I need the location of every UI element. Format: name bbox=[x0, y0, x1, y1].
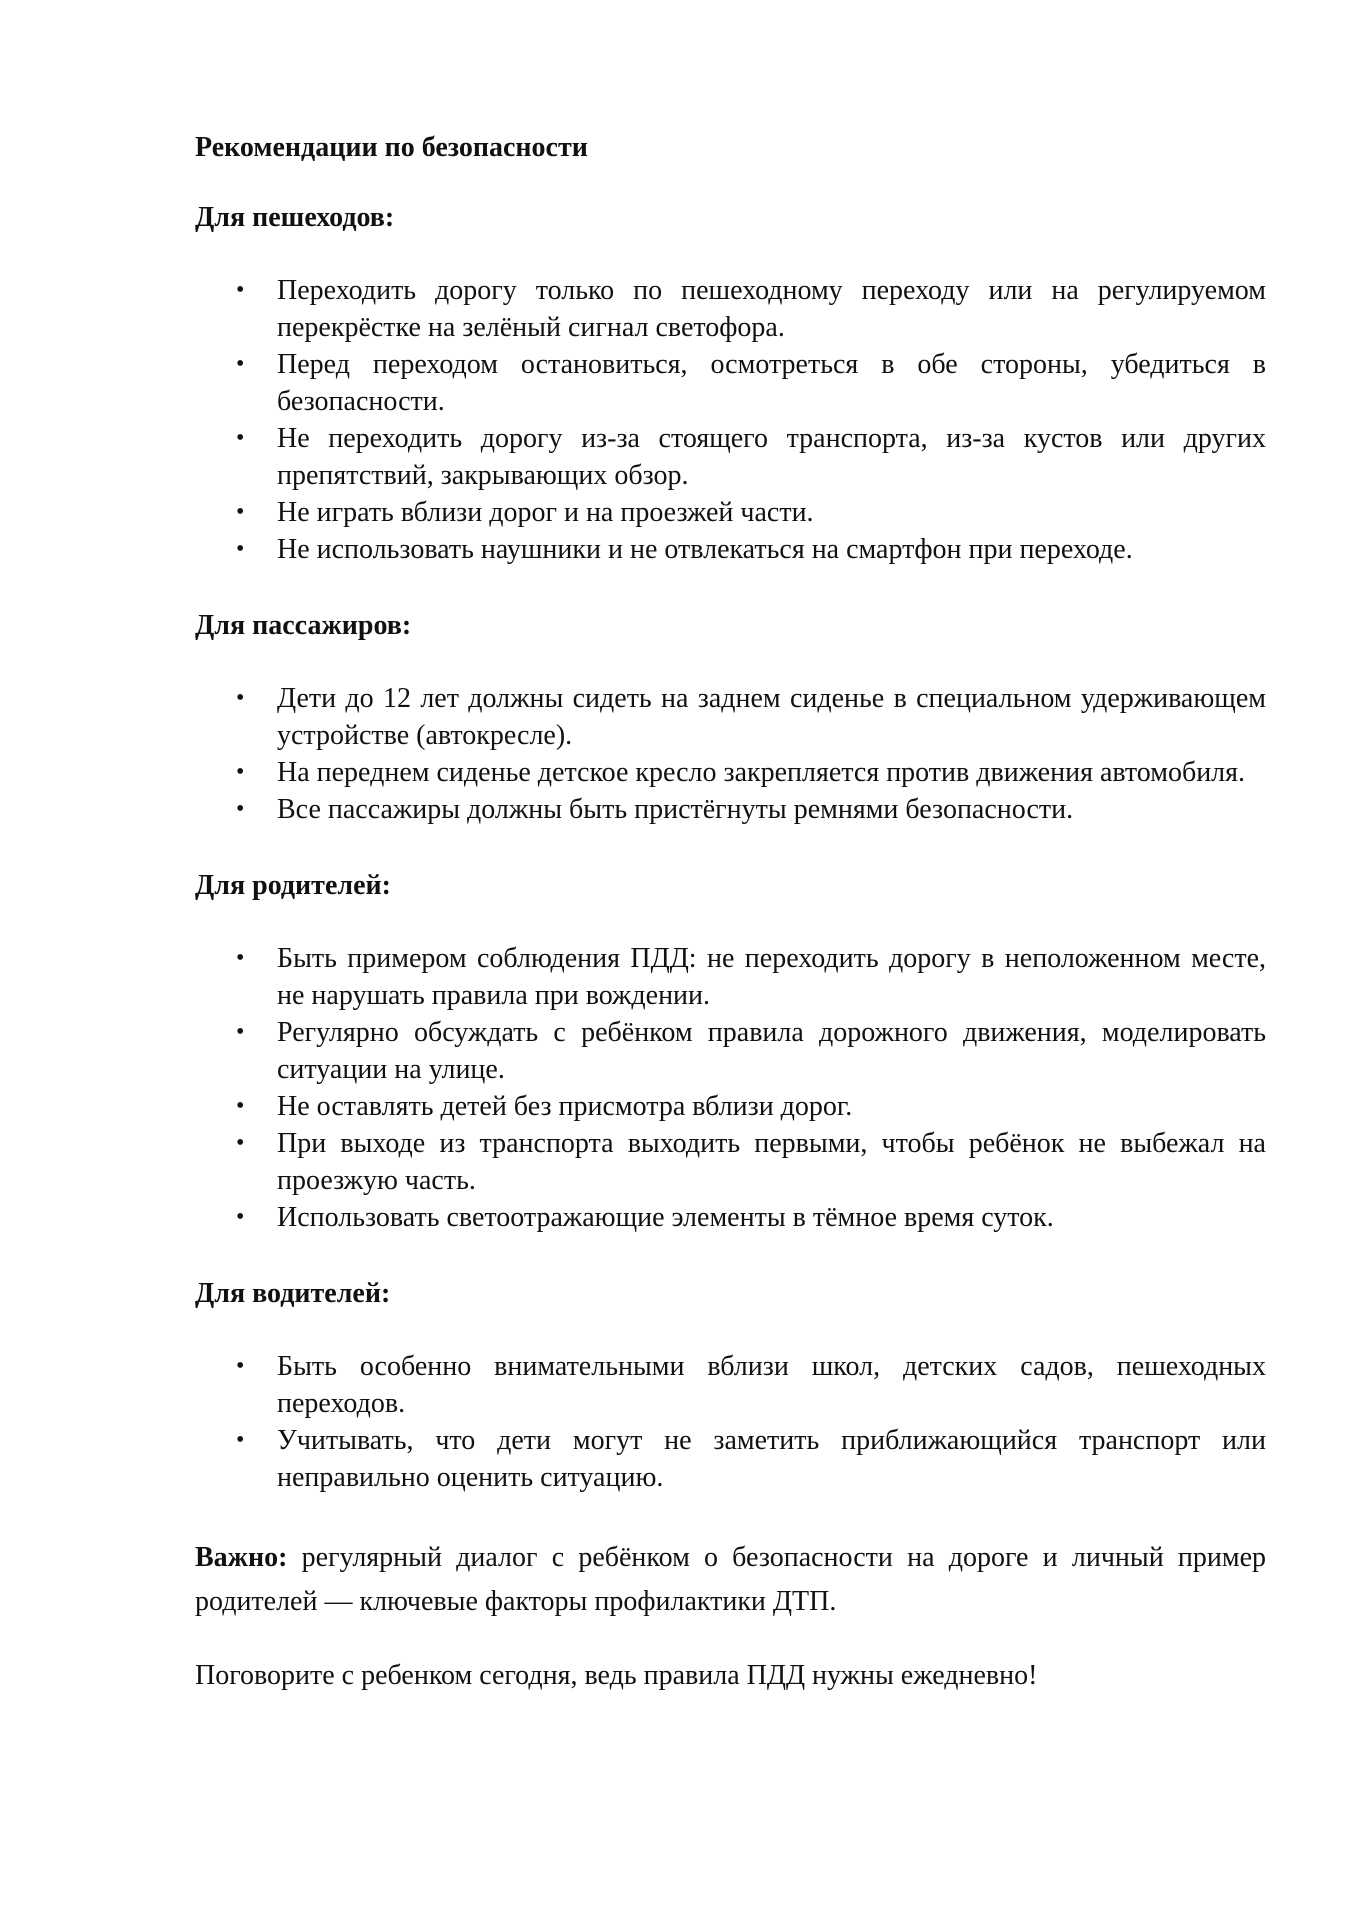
list-item-text: Быть особенно внимательными вблизи школ, детских садов, пешеходных переходов. bbox=[277, 1351, 1266, 1419]
list-item-text: Дети до 12 лет должны сидеть на заднем сиденье в специальном удерживающем устройстве (автокресле). bbox=[277, 683, 1266, 751]
list-item-text: Быть примером соблюдения ПДД: не переходить дорогу в неположенном месте, не нарушать правила при вождении. bbox=[277, 943, 1266, 1011]
list-item bbox=[195, 1014, 1266, 1088]
list-item bbox=[195, 494, 1266, 531]
list-item-text: Перед переходом остановиться, осмотреться в обе стороны, убедиться в безопасности. bbox=[277, 349, 1266, 417]
list-item-text: На переднем сиденье детское кресло закрепляется против движения автомобиля. bbox=[277, 757, 1246, 788]
list-item-text: Переходить дорогу только по пешеходному переходу или на регулируемом перекрёстке на зелёный сигнал светофора. bbox=[277, 275, 1266, 343]
list-item bbox=[195, 1422, 1266, 1496]
bullet-list-pedestrians bbox=[195, 272, 1266, 568]
section-parents bbox=[195, 868, 1266, 1236]
bullet-icon: • bbox=[236, 1019, 245, 1045]
section-heading-passengers: Для пассажиров: bbox=[195, 610, 412, 641]
list-item bbox=[195, 1088, 1266, 1125]
list-item bbox=[195, 531, 1266, 568]
bullet-icon: • bbox=[236, 499, 245, 525]
bullet-icon: • bbox=[236, 759, 245, 785]
important-label: Важно: bbox=[195, 1542, 288, 1573]
list-item bbox=[195, 420, 1266, 494]
list-item-text: Использовать светоотражающие элементы в тёмное время суток. bbox=[277, 1202, 1054, 1233]
section-heading-drivers: Для водителей: bbox=[195, 1278, 391, 1309]
list-item bbox=[195, 346, 1266, 420]
important-note bbox=[195, 1536, 1266, 1624]
list-item bbox=[195, 1125, 1266, 1199]
list-item-text: Не использовать наушники и не отвлекаться на смартфон при переходе. bbox=[277, 534, 1133, 565]
bullet-icon: • bbox=[236, 1427, 245, 1453]
bullet-list-parents bbox=[195, 940, 1266, 1236]
bullet-icon: • bbox=[236, 425, 245, 451]
section-drivers bbox=[195, 1276, 1266, 1496]
list-item-text: Не переходить дорогу из-за стоящего транспорта, из-за кустов или других препятствий, закрывающих обзор. bbox=[277, 423, 1266, 491]
bullet-icon: • bbox=[236, 685, 245, 711]
list-item bbox=[195, 1199, 1266, 1236]
list-item-text: Не оставлять детей без присмотра вблизи дорог. bbox=[277, 1091, 853, 1122]
list-item bbox=[195, 1348, 1266, 1422]
bullet-icon: • bbox=[236, 277, 245, 303]
list-item-text: Учитывать, что дети могут не заметить приближающийся транспорт или неправильно оценить ситуацию. bbox=[277, 1425, 1266, 1493]
important-text: регулярный диалог с ребёнком о безопасности на дороге и личный пример родителей — ключевые факторы профилактики ДТП. bbox=[195, 1542, 1266, 1617]
bullet-icon: • bbox=[236, 351, 245, 377]
document-title: Рекомендации по безопасности bbox=[195, 132, 588, 163]
bullet-icon: • bbox=[236, 1353, 245, 1379]
bullet-icon: • bbox=[236, 796, 245, 822]
section-heading-parents: Для родителей: bbox=[195, 870, 391, 901]
list-item bbox=[195, 272, 1266, 346]
bullet-list-passengers bbox=[195, 680, 1266, 828]
bullet-icon: • bbox=[236, 1204, 245, 1230]
list-item-text: Все пассажиры должны быть пристёгнуты ремнями безопасности. bbox=[277, 794, 1074, 825]
closing-text: Поговорите с ребенком сегодня, ведь правила ПДД нужны ежедневно! bbox=[195, 1660, 1038, 1691]
bullet-list-drivers bbox=[195, 1348, 1266, 1496]
section-pedestrians bbox=[195, 200, 1266, 568]
list-item bbox=[195, 940, 1266, 1014]
bullet-icon: • bbox=[236, 1130, 245, 1156]
bullet-icon: • bbox=[236, 536, 245, 562]
section-passengers bbox=[195, 608, 1266, 828]
document-page bbox=[195, 130, 1266, 1728]
bullet-icon: • bbox=[236, 945, 245, 971]
list-item bbox=[195, 754, 1266, 791]
section-heading-pedestrians: Для пешеходов: bbox=[195, 202, 395, 233]
list-item bbox=[195, 680, 1266, 754]
list-item-text: Регулярно обсуждать с ребёнком правила дорожного движения, моделировать ситуации на улице. bbox=[277, 1017, 1266, 1085]
list-item bbox=[195, 791, 1266, 828]
list-item-text: При выходе из транспорта выходить первыми, чтобы ребёнок не выбежал на проезжую часть. bbox=[277, 1128, 1266, 1196]
list-item-text: Не играть вблизи дорог и на проезжей части. bbox=[277, 497, 814, 528]
bullet-icon: • bbox=[236, 1093, 245, 1119]
